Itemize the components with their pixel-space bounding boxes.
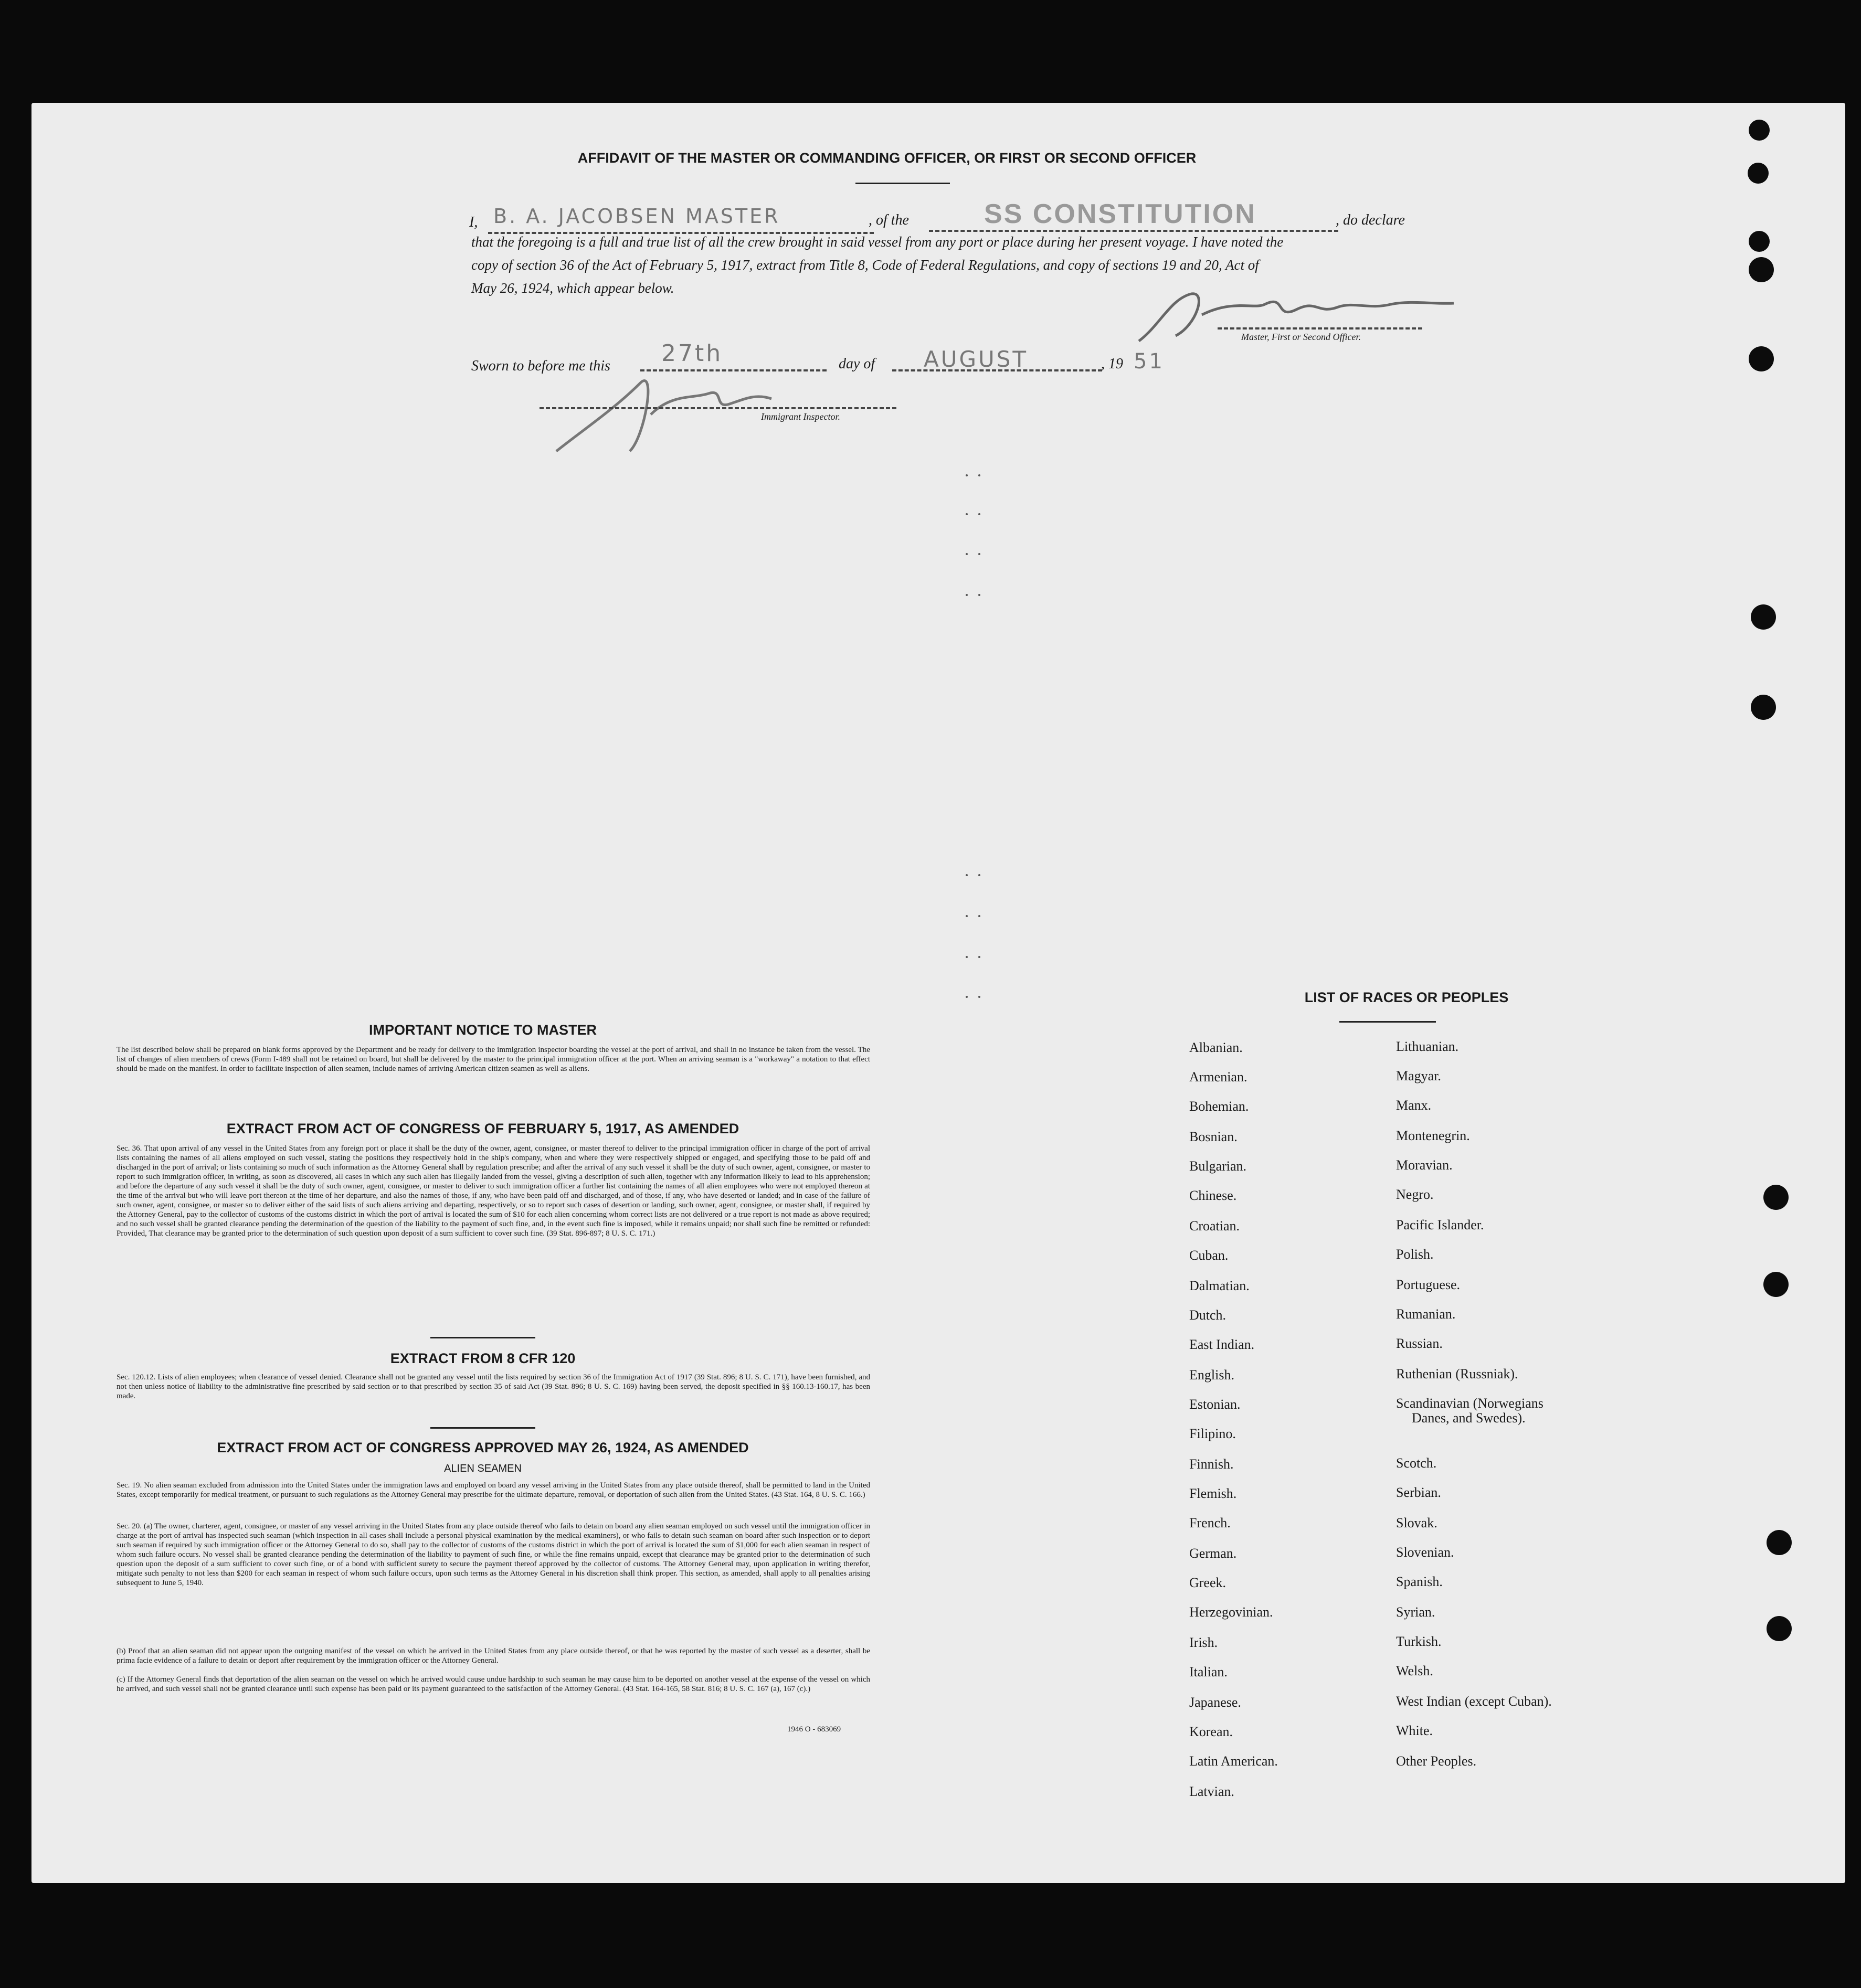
affidavit-title: AFFIDAVIT OF THE MASTER OR COMMANDING OFFICER, OR FIRST OR SECOND OFFICER [577, 150, 1197, 166]
race-right-item: Scandinavian (Norwegians [1396, 1396, 1543, 1411]
year-prefix: , 19 [1101, 356, 1123, 372]
separator-dot [978, 874, 980, 876]
race-right-item: Polish. [1396, 1247, 1434, 1262]
race-left-item: English. [1189, 1367, 1234, 1383]
race-right-item: Serbian. [1396, 1485, 1441, 1500]
separator-dot [978, 956, 980, 958]
race-left-item: Latin American. [1189, 1753, 1278, 1769]
extract-cfr-body: Sec. 120.12. Lists of alien employees; when clearance of vessel denied. Clearance shall not be granted any vessel until the lists required by section 36 of the Immigration Act of 1917 (39 Stat. 896; 8 U. S. C. 171), have been furnished, and not then unless notice of liability to the administrative fine prescribed by said section or to that prescribed by section 35 of said Act (39 Stat. 896; 8 U. S. C. 169) having been served, the deposit specified in §§ 160.13-160.17, has been made. [117, 1373, 870, 1400]
extract-1924-title: EXTRACT FROM ACT OF CONGRESS APPROVED MAY 26, 1924, AS AMENDED [217, 1440, 749, 1455]
race-left-item: Herzegovinian. [1189, 1604, 1273, 1620]
race-left-item: Irish. [1189, 1635, 1218, 1650]
notice-title: IMPORTANT NOTICE TO MASTER [369, 1022, 597, 1038]
race-right-item: Pacific Islander. [1396, 1217, 1484, 1232]
race-left-item: Korean. [1189, 1724, 1233, 1739]
master-signature-caption: Master, First or Second Officer. [1241, 332, 1361, 342]
extract-1917-body: Sec. 36. That upon arrival of any vessel in the United States from any foreign port or place it shall be the duty of the owner, agent, consignee, or master thereof to deliver to the principal immigration officer in charge of the port of arrival lists containing the names of all aliens employed on such vessel, stating the positions they respectively hold in the ship's company, when and where they were respectively shipped or engaged, and specifying those to be paid off and discharged in the port of arrival; or lists containing so much of such information as the Attorney General shall by regulation prescribe; and after the arrival of any such vessel it shall be the duty of such owner, agent, consignee, or master to report to such immigration officer, in writing, as soon as discovered, all cases in which any such alien has illegally landed from the vessel, giving a description of such alien, together with any information likely to lead to his apprehension; and before the departure of any such vessel it shall be the duty of such owner, agent, consignee, or master to deliver to such immigration officer a further list containing the names of all alien employees who were not employed thereon at the time of the arrival but who will leave port thereon at the time of her departure, and also the names of those, if any, who have been paid off and discharged, and of those, if any, who have deserted or landed; and in case of the failure of such owner, agent, consignee, or master so to deliver either of the said lists of such aliens arriving and departing, respectively, or so to report such cases of desertion or landing, such owner, agent, consignee, or master shall, if required by the Attorney General, pay to the collector of customs of the customs district in which the port of arrival is located the sum of $10 for each alien concerning whom correct lists are not delivered or a true report is not made as above required; and no such vessel shall be granted clearance pending the determination of the question of the liability to the payment of such fine, and, in the event such fine is imposed, while it remains unpaid; nor shall such fine be remitted or refunded: Provided, That clearance may be granted prior to the determination of such question upon deposit of a sum sufficient to cover such fine. (39 Stat. 896-897; 8 U. S. C. 171.) [117, 1144, 870, 1238]
extract-1924-sec20b: (b) Proof that an alien seaman did not appear upon the outgoing manifest of the vessel on which he arrived in the United States from any place outside thereof, or that he was reported by the master of such vessel as a deserter, shall be prima facie evidence of a failure to detain or deport after requirement by the immigration officer or the Attorney General. [117, 1647, 870, 1665]
separator-dot [978, 513, 980, 515]
extract-1924-sec20a: Sec. 20. (a) The owner, charterer, agent, consignee, or master of any vessel arriving in the United States from any place outside thereof who fails to detain on board any alien seaman employed on such vessel until the immigration officer in charge at the port of arrival has inspected such seaman (which inspection in all cases shall include a personal physical examination by the medical examiners), or who fails to detain such seaman on board after such inspection or to deport such seaman if required by such immigration officer or the Attorney General to do so, shall pay to the collector of customs of the customs district in which the port of arrival is located the sum of $1,000 for each alien seaman in respect of whom such failure occurs. No vessel shall be granted clearance pending the determination of the liability to payment of such fine, or while the fine remains unpaid, except that clearance may be granted prior to the determination of such question upon the deposit of a sum sufficient to cover such fine, or of a bond with sufficient surety to secure the payment thereof approved by the collector of customs. The Attorney General may, upon application in writing therefor, mitigate such penalty to not less than $200 for each seaman in respect of whom such failure occurs, upon such terms as the Attorney General in his discretion shall think proper. This section, as amended, shall apply to all penalties arising subsequent to June 5, 1940. [117, 1522, 870, 1587]
race-left-item: Chinese. [1189, 1188, 1237, 1203]
year-handwriting: 51 [1134, 349, 1165, 374]
affidavit-line3: copy of section 36 of the Act of February 5, 1917, extract from Title 8, Code of Federal Regulations, and copy of sections 19 and 20, Act of [471, 257, 1259, 273]
month-handwriting: AUGUST [924, 346, 1029, 372]
race-right-item: Manx. [1396, 1098, 1432, 1113]
punch-hole [1751, 695, 1776, 720]
separator-dot [978, 553, 980, 555]
separator-dot [966, 474, 968, 476]
race-left-item: Cuban. [1189, 1248, 1229, 1263]
race-left-item: Finnish. [1189, 1457, 1234, 1472]
race-left-item: Estonian. [1189, 1397, 1241, 1412]
print-code: 1946 O - 683069 [787, 1725, 841, 1734]
race-left-item: Filipino. [1189, 1426, 1236, 1441]
race-left-item: French. [1189, 1515, 1231, 1530]
race-right-item: Russian. [1396, 1336, 1443, 1351]
separator-dot [966, 594, 968, 596]
punch-hole [1763, 1185, 1789, 1210]
race-right-item: Lithuanian. [1396, 1039, 1459, 1054]
race-right-item: Slovak. [1396, 1515, 1437, 1530]
race-left-item: Bosnian. [1189, 1129, 1238, 1144]
punch-hole [1749, 231, 1770, 252]
races-title: LIST OF RACES OR PEOPLES [1304, 990, 1509, 1005]
race-right-item: Syrian. [1396, 1604, 1435, 1620]
separator-dot [966, 956, 968, 958]
race-right-item: Danes, and Swedes). [1412, 1410, 1526, 1426]
race-left-item: Italian. [1189, 1664, 1228, 1679]
separator-dot [978, 594, 980, 596]
race-left-item: German. [1189, 1546, 1237, 1561]
affidavit-of-the: , of the [869, 212, 909, 228]
punch-hole [1767, 1530, 1792, 1555]
punch-hole [1767, 1616, 1792, 1641]
separator-dot [966, 513, 968, 515]
vessel-name-line [929, 230, 1338, 232]
race-right-item: Moravian. [1396, 1157, 1453, 1173]
sworn-text: Sworn to before me this [471, 358, 610, 374]
race-right-item: Negro. [1396, 1187, 1434, 1202]
notice-body: The list described below shall be prepared on blank forms approved by the Department and be ready for delivery to the immigration inspector boarding the vessel at the port of arrival, and shall in no instance be taken from the vessel. The list of changes of alien members of crews (Form I-489 shall not be retained on board, but shall be delivered by the master to the principal immigration officer at the port. When an arriving seaman is a "workaway" a notation to that effect should be made on the manifest. In order to facilitate inspection of alien seamen, include names of arriving American citizen seamen as well as aliens. [117, 1046, 870, 1073]
race-right-item: Magyar. [1396, 1068, 1441, 1083]
punch-hole [1751, 604, 1776, 630]
punch-hole [1763, 1272, 1789, 1297]
race-right-item: Montenegrin. [1396, 1128, 1470, 1143]
race-right-item: Portuguese. [1396, 1277, 1461, 1292]
race-left-item: East Indian. [1189, 1337, 1255, 1352]
punch-hole [1749, 120, 1770, 141]
day-of-text: day of [839, 356, 875, 372]
race-right-item: White. [1396, 1723, 1433, 1738]
race-left-item: Croatian. [1189, 1218, 1240, 1234]
race-right-item: Spanish. [1396, 1574, 1443, 1589]
separator-dot [966, 996, 968, 998]
race-left-item: Bulgarian. [1189, 1158, 1247, 1174]
race-right-item: Turkish. [1396, 1634, 1442, 1649]
extract-1917-title: EXTRACT FROM ACT OF CONGRESS OF FEBRUARY 5, 1917, AS AMENDED [226, 1121, 739, 1136]
divider [430, 1427, 535, 1429]
divider [430, 1337, 535, 1338]
affidavit-line4: May 26, 1924, which appear below. [471, 280, 674, 296]
race-right-item: Rumanian. [1396, 1306, 1456, 1322]
inspector-caption: Immigrant Inspector. [761, 411, 840, 422]
race-left-item: Greek. [1189, 1575, 1226, 1590]
title-underline [855, 183, 950, 184]
separator-dot [978, 996, 980, 998]
race-right-item: West Indian (except Cuban). [1396, 1694, 1552, 1709]
separator-dot [978, 474, 980, 476]
race-right-item: Scotch. [1396, 1455, 1437, 1471]
alien-seamen-subtitle: ALIEN SEAMEN [444, 1463, 522, 1474]
race-right-item: Other Peoples. [1396, 1753, 1477, 1769]
race-right-item: Ruthenian (Russniak). [1396, 1366, 1518, 1381]
affidavit-do-declare: , do declare [1336, 212, 1405, 228]
inspector-line [540, 407, 896, 409]
race-left-item: Flemish. [1189, 1486, 1237, 1501]
vessel-name-stamp: SS CONSTITUTION [984, 199, 1256, 229]
race-right-item: Welsh. [1396, 1663, 1433, 1678]
race-right-item: Slovenian. [1396, 1545, 1454, 1560]
punch-hole [1749, 257, 1774, 282]
extract-cfr-title: EXTRACT FROM 8 CFR 120 [390, 1351, 576, 1366]
month-line [892, 369, 1102, 371]
race-left-item: Japanese. [1189, 1695, 1241, 1710]
race-left-item: Latvian. [1189, 1784, 1234, 1799]
master-name-handwriting: B. A. JACOBSEN MASTER [493, 205, 780, 228]
extract-1924-sec19: Sec. 19. No alien seaman excluded from admission into the United States under the immigration laws and employed on board any vessel arriving in the United States from any place outside thereof, shall be permitted to land in the United States, except temporarily for medical treatment, or pursuant to such regulations as the Attorney General may prescribe for the ultimate departure, removal, or deportation of such alien from the United States. (43 Stat. 164, 8 U. S. C. 166.) [117, 1481, 870, 1499]
race-left-item: Albanian. [1189, 1040, 1243, 1055]
race-left-item: Dutch. [1189, 1307, 1226, 1323]
affidavit-line2: that the foregoing is a full and true list of all the crew brought in said vessel from any port or place during her present voyage. I have noted the [471, 234, 1284, 250]
punch-hole [1748, 163, 1769, 184]
day-handwriting: 27th [661, 340, 723, 367]
race-left-item: Armenian. [1189, 1069, 1247, 1085]
separator-dot [966, 915, 968, 917]
master-signature-line [1218, 327, 1422, 329]
extract-1924-sec20c: (c) If the Attorney General finds that deportation of the alien seaman on the vessel on which he arrived would cause undue hardship to such seaman he may cause him to be deported on another vessel at the expense of the vessel on which he arrived, and such vessel shall not be granted clearance until such expense has been paid or its payment guaranteed to the satisfaction of the Attorney General. (43 Stat. 164-165, 58 Stat. 816; 8 U. S. C. 167 (a), 167 (c).) [117, 1675, 870, 1693]
separator-dot [966, 874, 968, 876]
race-left-item: Bohemian. [1189, 1099, 1249, 1114]
affidavit-i: I, [469, 214, 478, 230]
races-title-underline [1339, 1021, 1436, 1023]
separator-dot [978, 915, 980, 917]
separator-dot [966, 553, 968, 555]
punch-hole [1749, 346, 1774, 371]
race-left-item: Dalmatian. [1189, 1278, 1250, 1293]
